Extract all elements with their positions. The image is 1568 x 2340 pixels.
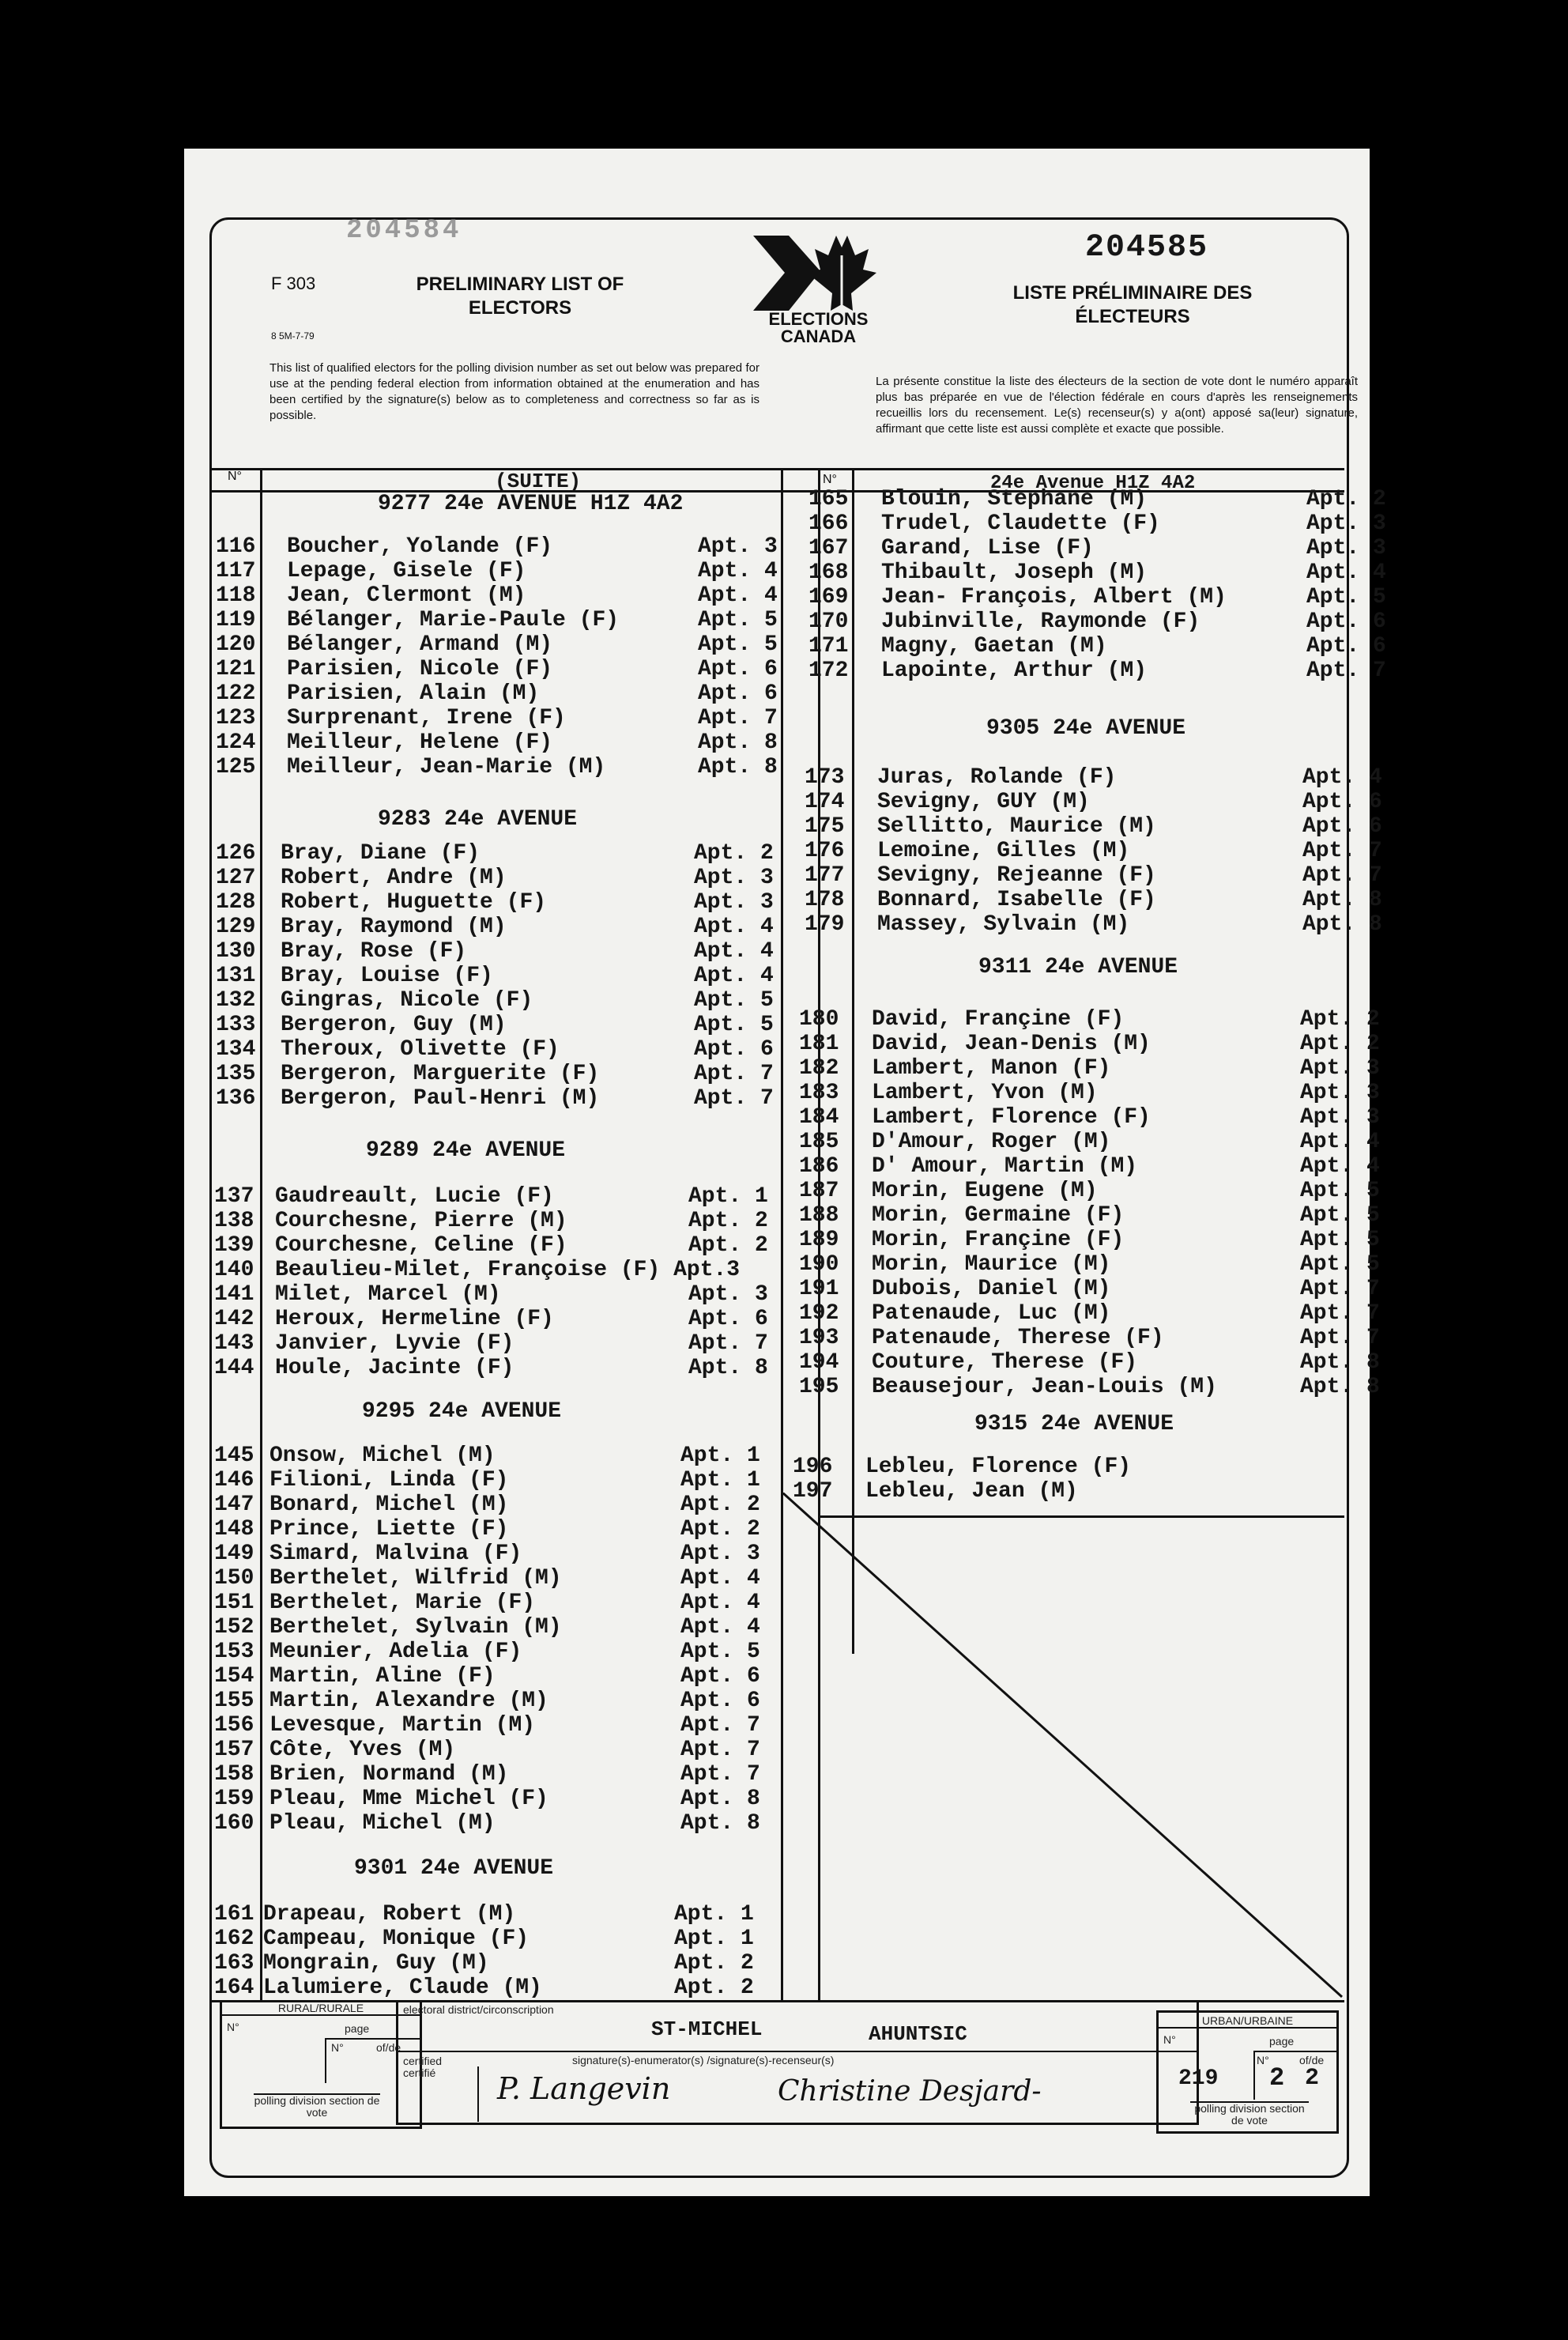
district-box: electoral district/circonscription ST-MICHEL AHUNTSIC certified certifié signature(s)-enumerator(s) /signature(s)-recenseur(s) P. Langevin Christine Desjard-: [396, 2000, 1199, 2125]
elector-number: 188: [799, 1203, 839, 1228]
elector-number: 151: [214, 1591, 254, 1615]
elector-name: Pleau, Michel (M): [270, 1811, 496, 1836]
apartment: Apt. 6: [1306, 610, 1386, 634]
elector-number: 161: [214, 1902, 254, 1927]
elector-name: Thibault, Joseph (M): [881, 560, 1148, 585]
apartment: Apt. 7: [698, 706, 778, 730]
street-heading: 9277 24e AVENUE H1Z 4A2: [378, 492, 684, 516]
elector-number: 153: [214, 1640, 254, 1664]
elector-name: Patenaude, Luc (M): [872, 1301, 1111, 1326]
form-code: 8 5M-7-79: [271, 330, 315, 342]
apartment: Apt. 2: [1300, 1032, 1380, 1056]
apartment: Apt. 3: [1306, 536, 1386, 560]
street-heading: 9311 24e AVENUE: [978, 955, 1178, 979]
right-no-header: N°: [823, 473, 837, 486]
elector-name: Lambert, Florence (F): [872, 1105, 1151, 1130]
elector-number: 141: [214, 1282, 254, 1307]
elector-number: 170: [808, 610, 849, 634]
apartment: Apt. 5: [1300, 1228, 1380, 1252]
apartment: Apt. 3: [1300, 1081, 1380, 1105]
elector-name: Brien, Normand (M): [270, 1762, 509, 1787]
elector-number: 193: [799, 1326, 839, 1350]
street-heading: 9301 24e AVENUE: [354, 1856, 554, 1881]
elector-name: Morin, Germaine (F): [872, 1203, 1125, 1228]
apartment: Apt. 2: [680, 1493, 760, 1517]
elector-name: Trudel, Claudette (F): [881, 511, 1160, 536]
elector-name: Blouin, Stephane (M): [881, 487, 1148, 511]
elector-number: 168: [808, 560, 849, 585]
elector-number: 138: [214, 1209, 254, 1233]
elector-number: 156: [214, 1713, 254, 1738]
elector-number: 130: [216, 939, 256, 964]
elector-name: Bergeron, Paul-Henri (M): [281, 1086, 600, 1111]
intro-english: This list of qualified electors for the polling division number as set out below was prepared for use at the pending federal election from information obtained at the enumeration and has been certified by the signature(s) below as to completeness and correctness so far as is possible.: [270, 361, 760, 422]
apartment: Apt. 4: [1300, 1154, 1380, 1179]
apartment: Apt. 6: [1302, 814, 1382, 839]
elector-number: 128: [216, 890, 256, 915]
elector-name: Houle, Jacinte (F): [275, 1356, 514, 1380]
elector-number: 158: [214, 1762, 254, 1787]
elector-number: 186: [799, 1154, 839, 1179]
elector-number: 187: [799, 1179, 839, 1203]
apartment: Apt. 3: [680, 1542, 760, 1566]
elector-number: 135: [216, 1062, 256, 1086]
elector-name: D' Amour, Martin (M): [872, 1154, 1138, 1179]
elector-number: 179: [805, 912, 845, 937]
apartment: Apt. 4: [680, 1591, 760, 1615]
elector-name: Magny, Gaetan (M): [881, 634, 1107, 659]
elections-canada-logo: ELECTIONS CANADA: [745, 232, 891, 350]
district-name-2: AHUNTSIC: [869, 2022, 967, 2046]
elector-name: Sellitto, Maurice (M): [877, 814, 1156, 839]
elector-number: 123: [216, 706, 256, 730]
elector-number: 120: [216, 632, 256, 657]
elector-name: Filioni, Linda (F): [270, 1468, 509, 1493]
apartment: Apt. 1: [680, 1444, 760, 1468]
elector-number: 132: [216, 988, 256, 1013]
apartment: Apt. 3: [698, 534, 778, 559]
elector-number: 148: [214, 1517, 254, 1542]
apartment: Apt. 6: [694, 1037, 774, 1062]
elector-name: Sevigny, Rejeanne (F): [877, 863, 1156, 888]
elector-number: 142: [214, 1307, 254, 1331]
apartment: Apt. 7: [1306, 659, 1386, 683]
divider: [260, 468, 262, 2000]
elector-name: Massey, Sylvain (M): [877, 912, 1130, 937]
elector-name: Gaudreault, Lucie (F): [275, 1184, 554, 1209]
apartment: Apt. 5: [694, 1013, 774, 1037]
elector-number: 191: [799, 1277, 839, 1301]
apartment: Apt. 7: [694, 1086, 774, 1111]
apartment: Apt. 4: [694, 964, 774, 988]
elector-name: Parisien, Alain (M): [287, 681, 540, 706]
elector-name: Gingras, Nicole (F): [281, 988, 533, 1013]
elector-number: 181: [799, 1032, 839, 1056]
elector-number: 117: [216, 559, 256, 583]
document-number: 204585: [1085, 230, 1209, 266]
apartment: Apt. 5: [1300, 1179, 1380, 1203]
intro-french: La présente constitue la liste des électeurs de la section de vote dont le numéro apparaît plus bas préparée en vue de l'élection fédérale en cours d'après les renseignements recueillis lors du recensement. Le(s) recenseur(s) y a(ont) apposé sa(leur) signature, affirmant que cette liste est aussi complète et exacte que possible.: [876, 375, 1358, 436]
elector-number: 166: [808, 511, 849, 536]
elector-name: Berthelet, Marie (F): [270, 1591, 536, 1615]
elector-number: 178: [805, 888, 845, 912]
street-heading: 9305 24e AVENUE: [986, 716, 1186, 741]
elector-number: 174: [805, 790, 845, 814]
elector-name: Prince, Liette (F): [270, 1517, 509, 1542]
elector-number: 125: [216, 755, 256, 779]
elector-name: Meilleur, Helene (F): [287, 730, 553, 755]
street-heading: 9283 24e AVENUE: [378, 807, 578, 832]
elector-number: 144: [214, 1356, 254, 1380]
elector-number: 194: [799, 1350, 839, 1375]
elector-number: 190: [799, 1252, 839, 1277]
elector-name: Theroux, Olivette (F): [281, 1037, 560, 1062]
elector-name: Lebleu, Florence (F): [865, 1455, 1132, 1479]
elector-number: 185: [799, 1130, 839, 1154]
apartment: Apt. 5: [1300, 1203, 1380, 1228]
elector-name: Bergeron, Marguerite (F): [281, 1062, 600, 1086]
apartment: Apt. 8: [698, 730, 778, 755]
elector-name: Lapointe, Arthur (M): [881, 659, 1148, 683]
elector-number: 175: [805, 814, 845, 839]
elector-number: 119: [216, 608, 256, 632]
apartment: Apt. 8: [1302, 888, 1382, 912]
elector-number: 192: [799, 1301, 839, 1326]
apartment: Apt. 7: [680, 1738, 760, 1762]
apartment: Apt. 4: [1302, 765, 1382, 790]
elector-name: Beausejour, Jean-Louis (M): [872, 1375, 1217, 1399]
apartment: Apt. 7: [1302, 863, 1382, 888]
apartment: Apt. 5: [698, 632, 778, 657]
apartment: Apt. 8: [680, 1787, 760, 1811]
apartment: Apt. 7: [694, 1062, 774, 1086]
divider: [852, 468, 854, 1654]
cancel-diagonal-line: [782, 1493, 1344, 1998]
street-heading: 9295 24e AVENUE: [362, 1399, 562, 1424]
apartment: Apt. 2: [688, 1209, 768, 1233]
apartment: Apt. 8: [1300, 1350, 1380, 1375]
apartment: Apt. 5: [680, 1640, 760, 1664]
elector-name: Meilleur, Jean-Marie (M): [287, 755, 606, 779]
apartment: Apt. 8: [688, 1356, 768, 1380]
apartment: Apt. 6: [698, 657, 778, 681]
elector-number: 116: [216, 534, 256, 559]
elector-name: Couture, Therese (F): [872, 1350, 1138, 1375]
elector-name: Lepage, Gisele (F): [287, 559, 526, 583]
page-number: 2: [1269, 2063, 1285, 2093]
elector-number: 131: [216, 964, 256, 988]
elector-number: 160: [214, 1811, 254, 1836]
elector-number: 197: [793, 1479, 833, 1504]
elector-number: 177: [805, 863, 845, 888]
apartment: Apt. 6: [688, 1307, 768, 1331]
apartment: Apt. 7: [1300, 1277, 1380, 1301]
elector-name: Jubinville, Raymonde (F): [881, 610, 1200, 634]
elector-name: Campeau, Monique (F): [263, 1927, 530, 1951]
elector-name: Levesque, Martin (M): [270, 1713, 536, 1738]
elector-name: Heroux, Hermeline (F): [275, 1307, 554, 1331]
district-name: ST-MICHEL: [651, 2017, 763, 2041]
elector-name: Bonard, Michel (M): [270, 1493, 509, 1517]
suite-label: (SUITE): [495, 470, 582, 493]
apartment: Apt. 1: [674, 1927, 754, 1951]
rule: [212, 468, 1344, 470]
elector-number: 172: [808, 659, 849, 683]
urban-box: URBAN/URBAINE N° page 219 N° of/de 2 2 polling division section de vote: [1156, 2010, 1339, 2134]
elector-number: 150: [214, 1566, 254, 1591]
apartment: Apt. 4: [694, 939, 774, 964]
elector-name: Juras, Rolande (F): [877, 765, 1117, 790]
elector-name: Sevigny, GUY (M): [877, 790, 1090, 814]
elector-number: 133: [216, 1013, 256, 1037]
elector-name: Bergeron, Guy (M): [281, 1013, 507, 1037]
signature-2: Christine Desjard-: [778, 2075, 1042, 2108]
apartment: Apt. 5: [1300, 1252, 1380, 1277]
elector-number: 163: [214, 1951, 254, 1976]
elector-number: 154: [214, 1664, 254, 1689]
elector-name: Boucher, Yolande (F): [287, 534, 553, 559]
apartment: Apt. 3: [1300, 1105, 1380, 1130]
elector-number: 171: [808, 634, 849, 659]
elector-number: 155: [214, 1689, 254, 1713]
elector-name: Courchesne, Pierre (M): [275, 1209, 567, 1233]
apartment: Apt. 2: [680, 1517, 760, 1542]
elector-name: Mongrain, Guy (M): [263, 1951, 489, 1976]
elector-name: Bray, Diane (F): [281, 841, 481, 866]
apartment: Apt. 5: [698, 608, 778, 632]
elector-number: 147: [214, 1493, 254, 1517]
apartment: Apt. 1: [674, 1902, 754, 1927]
elector-name: Bélanger, Armand (M): [287, 632, 553, 657]
apartment: Apt. 2: [674, 1976, 754, 2000]
elector-number: 164: [214, 1976, 254, 2000]
elector-name: Janvier, Lyvie (F): [275, 1331, 514, 1356]
elector-name: Martin, Alexandre (M): [270, 1689, 548, 1713]
apartment: Apt. 2: [674, 1951, 754, 1976]
rural-box: RURAL/RURALE N° page N° of/de polling division section de vote: [220, 2000, 422, 2129]
elector-number: 121: [216, 657, 256, 681]
page-total: 2: [1305, 2065, 1320, 2092]
apartment: Apt. 4: [1306, 560, 1386, 585]
apartment: Apt. 6: [680, 1664, 760, 1689]
elector-name: Robert, Andre (M): [281, 866, 507, 890]
elector-name: Courchesne, Celine (F): [275, 1233, 567, 1258]
elector-number: 139: [214, 1233, 254, 1258]
apartment: Apt. 7: [1300, 1326, 1380, 1350]
apartment: Apt. 3: [694, 866, 774, 890]
elector-number: 145: [214, 1444, 254, 1468]
elector-name: Beaulieu-Milet, Françoise (F) Apt.3: [275, 1258, 741, 1282]
elector-name: Bonnard, Isabelle (F): [877, 888, 1156, 912]
apartment: Apt. 8: [1300, 1375, 1380, 1399]
apartment: Apt. 8: [1302, 912, 1382, 937]
apartment: Apt. 3: [1300, 1056, 1380, 1081]
apartment: Apt. 5: [1306, 585, 1386, 610]
elector-name: Patenaude, Therese (F): [872, 1326, 1164, 1350]
elector-name: Lambert, Manon (F): [872, 1056, 1111, 1081]
elector-name: Lebleu, Jean (M): [865, 1479, 1078, 1504]
apartment: Apt. 3: [1306, 511, 1386, 536]
elector-number: 176: [805, 839, 845, 863]
apartment: Apt. 1: [680, 1468, 760, 1493]
elector-number: 180: [799, 1007, 839, 1032]
apartment: Apt. 4: [680, 1615, 760, 1640]
elector-name: Lambert, Yvon (M): [872, 1081, 1098, 1105]
apartment: Apt. 2: [1300, 1007, 1380, 1032]
elector-name: Berthelet, Wilfrid (M): [270, 1566, 562, 1591]
elector-number: 118: [216, 583, 256, 608]
apartment: Apt. 4: [694, 915, 774, 939]
apartment: Apt. 3: [694, 890, 774, 915]
form-number: F 303: [271, 274, 316, 293]
street-heading: 9289 24e AVENUE: [366, 1138, 566, 1163]
apartment: Apt. 6: [680, 1689, 760, 1713]
apartment: Apt. 8: [680, 1811, 760, 1836]
elector-name: Robert, Huguette (F): [281, 890, 547, 915]
elector-number: 183: [799, 1081, 839, 1105]
elector-number: 157: [214, 1738, 254, 1762]
elector-number: 152: [214, 1615, 254, 1640]
elector-name: Morin, Maurice (M): [872, 1252, 1111, 1277]
right-column-header: 24e Avenue H1Z 4A2: [990, 473, 1196, 494]
elector-number: 143: [214, 1331, 254, 1356]
apartment: Apt. 7: [1302, 839, 1382, 863]
elector-number: 146: [214, 1468, 254, 1493]
elector-number: 162: [214, 1927, 254, 1951]
elector-name: Milet, Marcel (M): [275, 1282, 501, 1307]
elector-name: Bray, Raymond (M): [281, 915, 507, 939]
elector-number: 126: [216, 841, 256, 866]
elector-name: Berthelet, Sylvain (M): [270, 1615, 562, 1640]
elector-name: David, Françine (F): [872, 1007, 1125, 1032]
elector-number: 182: [799, 1056, 839, 1081]
elector-name: Bélanger, Marie-Paule (F): [287, 608, 620, 632]
street-heading: 9315 24e AVENUE: [974, 1412, 1174, 1436]
elector-name: Lemoine, Gilles (M): [877, 839, 1130, 863]
elector-number: 149: [214, 1542, 254, 1566]
apartment: Apt. 4: [680, 1566, 760, 1591]
apartment: Apt. 7: [680, 1762, 760, 1787]
elector-name: Morin, Françine (F): [872, 1228, 1125, 1252]
elector-name: Martin, Aline (F): [270, 1664, 496, 1689]
elector-name: Jean- François, Albert (M): [881, 585, 1227, 610]
elector-number: 129: [216, 915, 256, 939]
elector-number: 189: [799, 1228, 839, 1252]
elector-name: Pleau, Mme Michel (F): [270, 1787, 548, 1811]
elector-number: 195: [799, 1375, 839, 1399]
elector-name: D'Amour, Roger (M): [872, 1130, 1111, 1154]
title-fr: LISTE PRÉLIMINAIRE DES ÉLECTEURS: [1012, 282, 1253, 327]
elector-number: 140: [214, 1258, 254, 1282]
elector-name: David, Jean-Denis (M): [872, 1032, 1151, 1056]
elector-name: Surprenant, Irene (F): [287, 706, 566, 730]
apartment: Apt. 4: [698, 559, 778, 583]
apartment: Apt. 6: [698, 681, 778, 706]
elector-number: 127: [216, 866, 256, 890]
electors-list-sheet: [184, 149, 1386, 2196]
signature-1: P. Langevin: [497, 2071, 671, 2106]
elector-number: 184: [799, 1105, 839, 1130]
elector-name: Meunier, Adelia (F): [270, 1640, 522, 1664]
apartment: Apt. 2: [694, 841, 774, 866]
elector-number: 196: [793, 1455, 833, 1479]
elector-name: Onsow, Michel (M): [270, 1444, 496, 1468]
apartment: Apt. 5: [694, 988, 774, 1013]
apartment: Apt. 1: [688, 1184, 768, 1209]
apartment: Apt. 6: [1306, 634, 1386, 659]
left-no-header: N°: [228, 470, 242, 483]
elector-number: 134: [216, 1037, 256, 1062]
faded-stamp: 204584: [346, 216, 462, 246]
elector-name: Drapeau, Robert (M): [263, 1902, 516, 1927]
elector-name: Côte, Yves (M): [270, 1738, 456, 1762]
elector-number: 159: [214, 1787, 254, 1811]
apartment: Apt. 3: [688, 1282, 768, 1307]
elector-name: Jean, Clermont (M): [287, 583, 526, 608]
apartment: Apt. 4: [1300, 1130, 1380, 1154]
elector-name: Lalumiere, Claude (M): [263, 1976, 542, 2000]
elector-name: Parisien, Nicole (F): [287, 657, 553, 681]
elector-number: 136: [216, 1086, 256, 1111]
apartment: Apt. 2: [1306, 487, 1386, 511]
elector-name: Morin, Eugene (M): [872, 1179, 1098, 1203]
polling-division-number: 219: [1178, 2066, 1219, 2091]
elector-number: 173: [805, 765, 845, 790]
elector-number: 122: [216, 681, 256, 706]
apartment: Apt. 2: [688, 1233, 768, 1258]
apartment: Apt. 7: [688, 1331, 768, 1356]
apartment: Apt. 7: [1300, 1301, 1380, 1326]
title-en: PRELIMINARY LIST OF ELECTORS: [416, 274, 624, 319]
elector-name: Bray, Louise (F): [281, 964, 493, 988]
maple-x-icon: [745, 232, 891, 319]
elector-name: Garand, Lise (F): [881, 536, 1094, 560]
elector-number: 165: [808, 487, 849, 511]
elector-number: 169: [808, 585, 849, 610]
apartment: Apt. 7: [680, 1713, 760, 1738]
elector-name: Simard, Malvina (F): [270, 1542, 522, 1566]
apartment: Apt. 4: [698, 583, 778, 608]
apartment: Apt. 6: [1302, 790, 1382, 814]
elector-name: Dubois, Daniel (M): [872, 1277, 1111, 1301]
elector-number: 167: [808, 536, 849, 560]
elector-number: 137: [214, 1184, 254, 1209]
elector-name: Bray, Rose (F): [281, 939, 467, 964]
elector-number: 124: [216, 730, 256, 755]
apartment: Apt. 8: [698, 755, 778, 779]
